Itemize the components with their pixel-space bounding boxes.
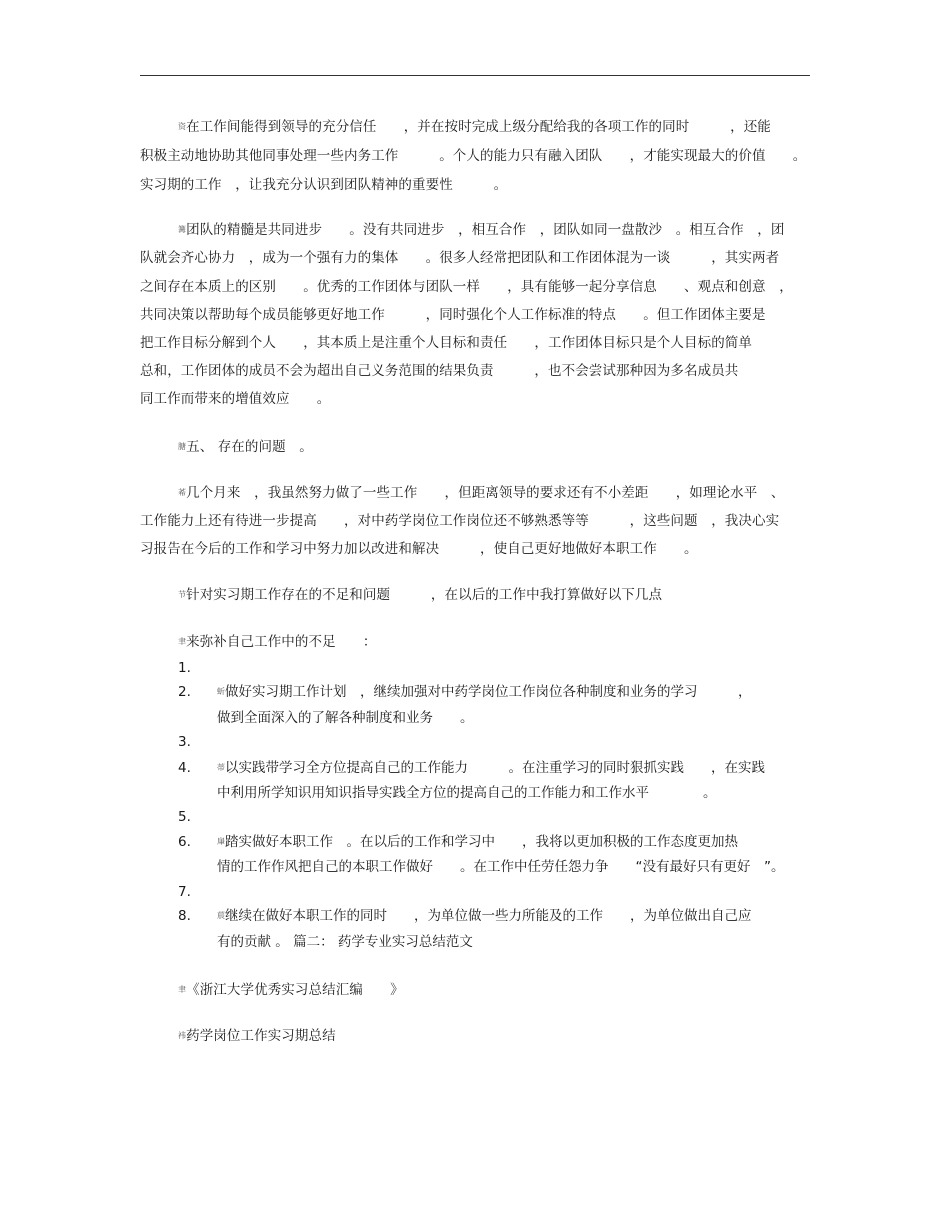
list-number: 6. xyxy=(178,834,191,850)
list-number: 4. xyxy=(178,760,191,776)
list-number: 1. xyxy=(178,660,191,676)
paragraph-marker: 膅 xyxy=(178,442,187,451)
list-number: 5. xyxy=(178,809,191,825)
list-number: 2. xyxy=(178,684,191,700)
text-line: 队就会齐心协力 ，成为一个强有力的集体 。很多人经常把团队和工作团体混为一谈 ，其实两者 xyxy=(140,250,780,266)
paragraph-marker: 肁 xyxy=(217,837,225,846)
paragraph-marker: 蒂 xyxy=(217,763,225,772)
paragraph-marker: 袆 xyxy=(178,1031,187,1040)
paragraph-marker: 聿 xyxy=(178,637,187,646)
list-item: 蚚做好实习期工作计划 ，继续加强对中药学岗位工作岗位各种制度和业务的学习 ， xyxy=(217,684,752,700)
text-line: 实习期的工作 ，让我充分认识到团队精神的重要性 。 xyxy=(140,177,508,193)
text-line: 聿来弥补自己工作中的不足 ： xyxy=(178,634,377,650)
list-item: 蒂以实践带学习全方位提高自己的工作能力 。在注重学习的同时狠抓实践 ，在实践 xyxy=(217,760,765,776)
paragraph-marker: 资 xyxy=(178,122,187,131)
list-number: 8. xyxy=(178,908,191,924)
text-line: 莃几个月来 ，我虽然努力做了一些工作 ，但距离领导的要求还有不小差距 ，如理论水平 、 xyxy=(178,485,785,501)
text-line: 习报告在今后的工作和学习中努力加以改进和解决 ，使自己更好地做好本职工作 。 xyxy=(140,541,698,557)
paragraph-marker: 节 xyxy=(178,590,187,599)
list-item: 肁踏实做好本职工作 。在以后的工作和学习中 ，我将以更加积极的工作态度更加热 xyxy=(217,834,738,850)
paragraph-marker: 聿 xyxy=(178,985,187,994)
list-number: 7. xyxy=(178,884,191,900)
text-line: 节针对实习期工作存在的不足和问题 ，在以后的工作中我打算做好以下几点 xyxy=(178,587,663,603)
section-heading: 膅五、 存在的问题 。 xyxy=(178,439,313,455)
list-item: 有的贡献 。 篇二： 药学专业实习总结范文 xyxy=(217,934,473,950)
list-item: 做到全面深入的了解各种制度和业务 。 xyxy=(217,710,474,726)
text-line: 同工作而带来的增值效应 。 xyxy=(140,391,331,407)
list-item: 情的工作作风把自己的本职工作做好 。在工作中任劳任怨力争 “没有最好只有更好 ”。 xyxy=(217,859,785,875)
paragraph-marker: 蚚 xyxy=(217,687,225,696)
text-line: 工作能力上还有待进一步提高 ，对中药学岗位工作岗位还不够熟悉等等 ，这些问题 ，我决心实 xyxy=(140,513,780,529)
text-line: 共同决策以帮助每个成员能够更好地工作 ，同时强化个人工作标准的特点 。但工作团体主要是 xyxy=(140,307,766,323)
text-line: 篝团队的精髓是共同进步 。没有共同进步 ，相互合作 ，团队如同一盘散沙 。相互合作 ，团 xyxy=(178,222,785,238)
text-line: 之间存在本质上的区别 。优秀的工作团体与团队一样 ，具有能够一起分享信息 、观点和创意 ， xyxy=(140,279,793,295)
paragraph-marker: 莃 xyxy=(178,488,187,497)
header-rule xyxy=(140,75,810,76)
document-subtitle-line: 袆药学岗位工作实习期总结 xyxy=(178,1028,336,1044)
list-number: 3. xyxy=(178,734,191,750)
text-line: 资在工作间能得到领导的充分信任 ，并在按时完成上级分配给我的各项工作的同时 ，还能 xyxy=(178,119,771,135)
paragraph-marker: 莀 xyxy=(217,911,225,920)
paragraph-marker: 篝 xyxy=(178,225,187,234)
document-title-line: 聿《浙江大学优秀实习总结汇编 》 xyxy=(178,982,404,998)
text-line: 积极主动地协助其他同事处理一些内务工作 。个人的能力只有融入团队 ，才能实现最大的价值 。 xyxy=(140,148,807,164)
list-item: 莀继续在做好本职工作的同时 ，为单位做一些力所能及的工作 ，为单位做出自己应 xyxy=(217,908,752,924)
text-line: 总和，工作团体的成员不会为超出自己义务范围的结果负责 ，也不会尝试那种因为多名成员共 xyxy=(140,363,739,379)
list-item: 中利用所学知识用知识指导实践全方位的提高自己的工作能力和工作水平 。 xyxy=(217,785,717,801)
text-line: 把工作目标分解到个人 ，其本质上是注重个人目标和责任 ，工作团体目标只是个人目标的简单 xyxy=(140,335,752,351)
